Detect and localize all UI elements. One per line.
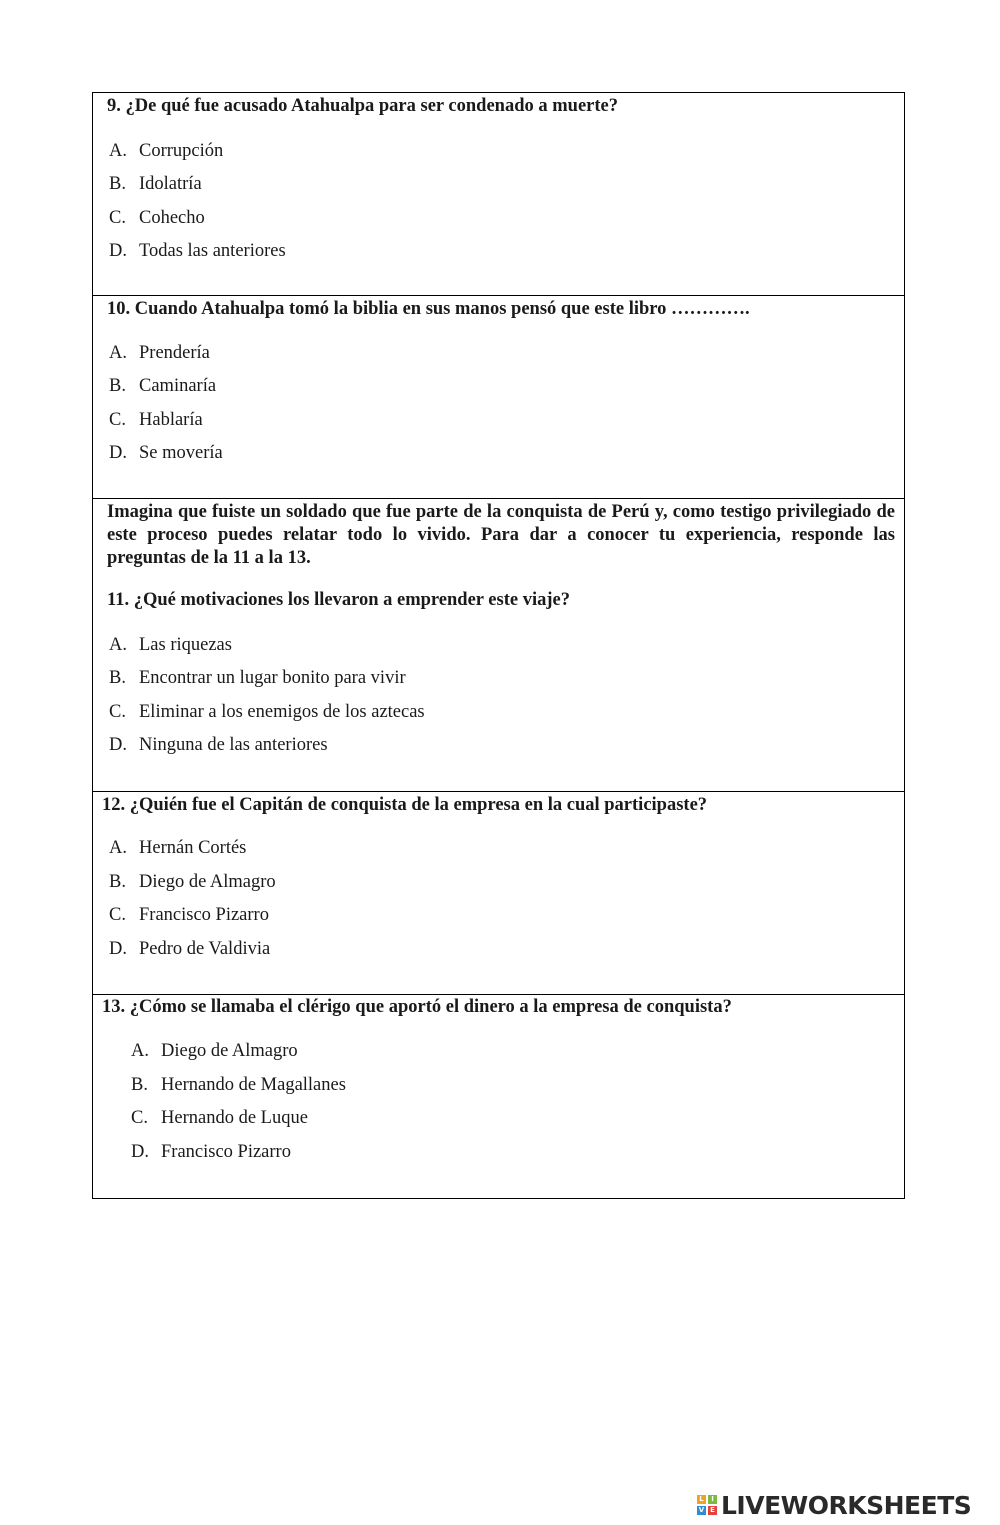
worksheet-table: [92, 92, 905, 1199]
option-c[interactable]: C. Cohecho: [109, 208, 205, 228]
option-d[interactable]: D. Se movería: [109, 443, 223, 463]
option-a[interactable]: A. Las riquezas: [109, 635, 232, 655]
question-block-12: [93, 792, 904, 995]
question-block-10: [93, 296, 904, 499]
logo-tile-l: L: [697, 1495, 706, 1504]
logo-tile-i: I: [708, 1495, 717, 1504]
logo-mark-icon: [697, 1495, 717, 1515]
question-prompt: 10. Cuando Atahualpa tomó la biblia en sus manos pensó que este libro ………….: [107, 299, 750, 319]
logo-wordmark: LIVEWORKSHEETS: [721, 1490, 972, 1520]
option-d[interactable]: D. Ninguna de las anteriores: [109, 735, 328, 755]
option-c[interactable]: C. Eliminar a los enemigos de los aztecas: [109, 702, 425, 722]
option-d[interactable]: D. Francisco Pizarro: [131, 1142, 291, 1162]
question-block-11: [93, 499, 904, 792]
option-a[interactable]: A. Corrupción: [109, 141, 224, 161]
question-prompt: 12. ¿Quién fue el Capitán de conquista de la empresa en la cual participaste?: [102, 795, 708, 815]
option-b[interactable]: B. Encontrar un lugar bonito para vivir: [109, 668, 406, 688]
option-b[interactable]: B. Idolatría: [109, 174, 202, 194]
question-prompt: 11. ¿Qué motivaciones los llevaron a emprender este viaje?: [107, 590, 570, 610]
option-d[interactable]: D. Pedro de Valdivia: [109, 939, 271, 959]
logo-tile-e: E: [708, 1506, 717, 1515]
option-c[interactable]: C. Hablaría: [109, 410, 203, 430]
option-a[interactable]: A. Hernán Cortés: [109, 838, 247, 858]
instructions-paragraph: Imagina que fuiste un soldado que fue parte de la conquista de Perú y, como testigo privilegiado de este proceso puedes relatar todo lo vivido. Para dar a conocer tu experiencia, responde las preguntas de la 11 a la 13.: [107, 502, 895, 568]
question-prompt: 13. ¿Cómo se llamaba el clérigo que aportó el dinero a la empresa de conquista?: [102, 997, 732, 1017]
option-c[interactable]: C. Francisco Pizarro: [109, 905, 269, 925]
option-d[interactable]: D. Todas las anteriores: [109, 241, 286, 261]
question-block-13: [93, 995, 904, 1198]
logo-tile-v: V: [698, 1506, 705, 1514]
option-c[interactable]: C. Hernando de Luque: [131, 1108, 308, 1128]
question-prompt: 9. ¿De qué fue acusado Atahualpa para ser condenado a muerte?: [107, 96, 618, 116]
option-a[interactable]: A. Prendería: [109, 343, 210, 363]
question-block-9: [93, 93, 904, 296]
liveworksheets-logo[interactable]: [697, 1490, 971, 1520]
option-b[interactable]: B. Caminaría: [109, 376, 217, 396]
option-b[interactable]: B. Diego de Almagro: [109, 872, 276, 892]
option-a[interactable]: A. Diego de Almagro: [131, 1041, 298, 1061]
option-b[interactable]: B. Hernando de Magallanes: [131, 1075, 346, 1095]
